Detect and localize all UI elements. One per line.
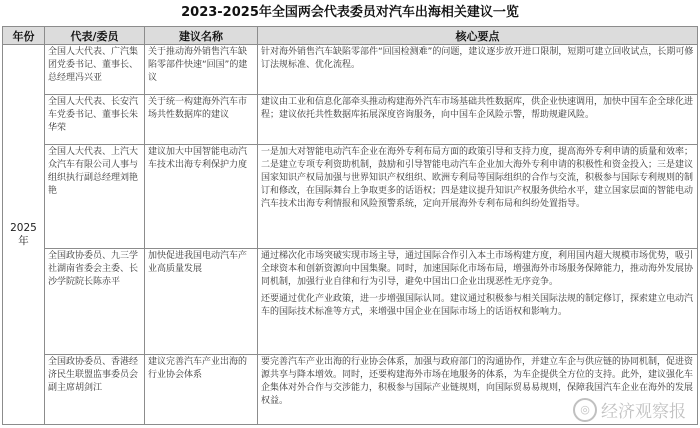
- watermark-text: 经济观察报: [601, 402, 686, 422]
- proposal-name-cell: 关于推动海外销售汽车缺陷零部件快速“回国”的建议: [145, 45, 258, 95]
- proposal-name-cell: 建议加大中国智能电动汽车技术出海专利保护力度: [145, 145, 258, 249]
- key-points-cell: 一是加大对智能电动汽车企业在海外专利布局方面的政策引导和支持力度，提高海外专利申请的质量和效率；二是建立专项专利资助机制，鼓励和引导智能电动汽车企业加大海外专利申请的积极性和资金投入；三是建议国家知识产权局加强与世界知识产权组织、欧洲专利局等国际组织的合作与交流，积极参与国际专利规则的制订和修改，在国际舞台上争取更多的话语权；四是建议提升知识产权服务供给水平，建立国家层面的智能电动汽车技术出海专利情报和风险预警系统，定向开展海外专利布局和纠纷处置指导。: [258, 145, 698, 249]
- proposals-table: [2, 26, 698, 425]
- header-year: 年份: [3, 27, 45, 45]
- key-points-paragraph: 还要通过优化产业政策，进一步增强国际认同。建议通过积极参与相关国际法规的制定修订，探索建立电动汽车的国际技术标准等方式，来增强中国企业在国际市场上的话语权和影响力。: [261, 294, 694, 317]
- header-proposal-name: 建议名称: [145, 27, 258, 45]
- header-member: 代表/委员: [45, 27, 145, 45]
- watermark: [573, 397, 686, 422]
- year-cell: 2025年: [3, 45, 45, 425]
- member-cell: 全国政协委员、香港经济民生联盟监事委员会副主席胡剑江: [45, 355, 145, 425]
- table-row: [3, 145, 698, 249]
- header-key-points: 核心要点: [258, 27, 698, 45]
- proposal-name-cell: 加快促进我国电动汽车产业高质量发展: [145, 249, 258, 355]
- table-row: [3, 45, 698, 95]
- member-cell: 全国人大代表、上汽大众汽车有限公司人事与组织执行副总经理刘艳艳: [45, 145, 145, 249]
- proposal-name-cell: 建议完善汽车产业出海的行业协会体系: [145, 355, 258, 425]
- table-header-row: [3, 27, 698, 45]
- page-title: 2023-2025年全国两会代表委员对汽车出海相关建议一览: [181, 5, 519, 20]
- key-points-cell: 针对海外销售汽车缺陷零部件“回国检测难”的问题，建议逐步放开进口限制，短期可建立回收试点，长期可修订法规标准、优化流程。: [258, 45, 698, 95]
- newspaper-logo-icon: ◎: [573, 398, 597, 422]
- proposal-name-cell: 关于统一构建海外汽车市场共性数据库的建议: [145, 95, 258, 145]
- key-points-cell: 建议由工业和信息化部牵头推动构建海外汽车市场基础共性数据库，供企业快速调用，加快中国车企全球化进程；建议依托共性数据库拓展深度咨询服务，向中国车企风险示警，帮助规避风险。: [258, 95, 698, 145]
- table-row: [3, 249, 698, 355]
- key-points-cell: 要完善汽车产业出海的行业协会体系，加强与政府部门的沟通协作，并建立车企与供应链的协同机制，促进资源共享与降本增效。同时，还要构建海外市场在地服务的体系，为车企提供全方位的支持。此外，建议强化车企集体对外合作与交涉能力，积极参与国际产业链规则，向国际贸易易规则，保障我国汽车企业在海外的发展权益。: [258, 355, 698, 425]
- table-row: [3, 95, 698, 145]
- member-cell: 全国政协委员、九三学社湖南省委会主委、长沙学院院长陈赤平: [45, 249, 145, 355]
- member-cell: 全国人大代表、广汽集团党委书记、董事长、总经理冯兴亚: [45, 45, 145, 95]
- key-points-paragraph: 通过梯次化市场突破实现市场主导，通过国际合作引入本土市场构建方度，利用国内超大规模市场优势，吸引全球资本和创新资源向中国集聚。同时，加速国际化市场布局，增强海外市场服务保障能力，推动海外发展协同机制，加强行业自律和行为引导，避免中国出口企业出现恶性无序竞争。: [261, 251, 694, 287]
- member-cell: 全国人大代表、长安汽车党委书记、董事长朱华荣: [45, 95, 145, 145]
- key-points-cell: [258, 249, 698, 355]
